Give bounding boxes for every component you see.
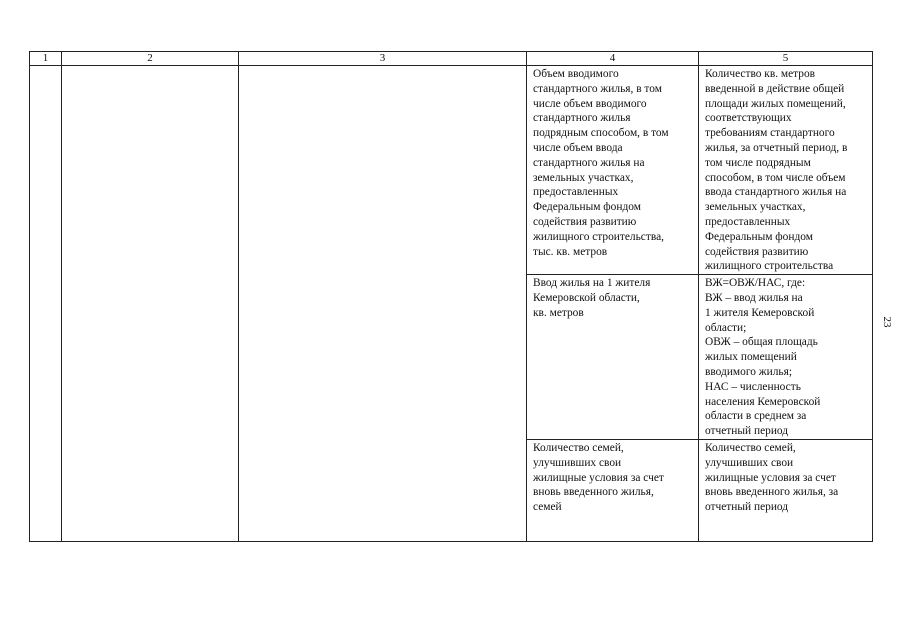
method-cell: [699, 439, 873, 541]
header-col-3: 3: [239, 52, 527, 66]
method-cell: [699, 275, 873, 440]
indicator-cell: [527, 66, 699, 275]
header-col-5: 5: [699, 52, 873, 66]
table-row: [30, 66, 873, 275]
header-col-2: 2: [62, 52, 239, 66]
indicator-cell: [527, 439, 699, 541]
header-row: [30, 52, 873, 66]
page-number: 23: [881, 316, 893, 328]
indicator-text: Количество семей, улучшивших свои жилищные условия за счет вновь введенного жилья, семей: [533, 441, 664, 514]
indicator-cell: [527, 275, 699, 440]
cell-col-3: [239, 66, 527, 542]
cell-col-2: [62, 66, 239, 542]
indicator-text: Объем вводимого стандартного жилья, в том числе объем вводимого стандартного жилья подрядным способом, в том числе объем ввода стандартного жилья на земельных участках, предоставленных Федеральным фондом содействия развитию жилищного строительства, тыс. кв. метров: [533, 68, 669, 258]
indicator-text: Ввод жилья на 1 жителя Кемеровской области, кв. метров: [533, 277, 651, 319]
header-col-1: 1: [30, 52, 62, 66]
method-text: ВЖ=ОВЖ/НАС, где: ВЖ – ввод жилья на 1 жителя Кемеровской области; ОВЖ – общая площадь жилых помещений вводимого жилья; НАС – численность населения Кемеровской области в среднем за отчетный период: [705, 277, 821, 438]
cell-col-1: [30, 66, 62, 542]
method-cell: [699, 66, 873, 275]
indicator-table: [29, 51, 873, 542]
method-text: Количество кв. метров введенной в действие общей площади жилых помещений, соответствующих требованиям стандартного жилья, за отчетный период, в том числе подрядным способом, в том числе объем ввода стандартного жилья на земельных участках, предоставленных Федеральным фондом содействия развитию жилищного строительства: [705, 68, 848, 273]
header-col-4: 4: [527, 52, 699, 66]
method-text: Количество семей, улучшивших свои жилищные условия за счет вновь введенного жилья, за отчетный период: [705, 441, 839, 514]
